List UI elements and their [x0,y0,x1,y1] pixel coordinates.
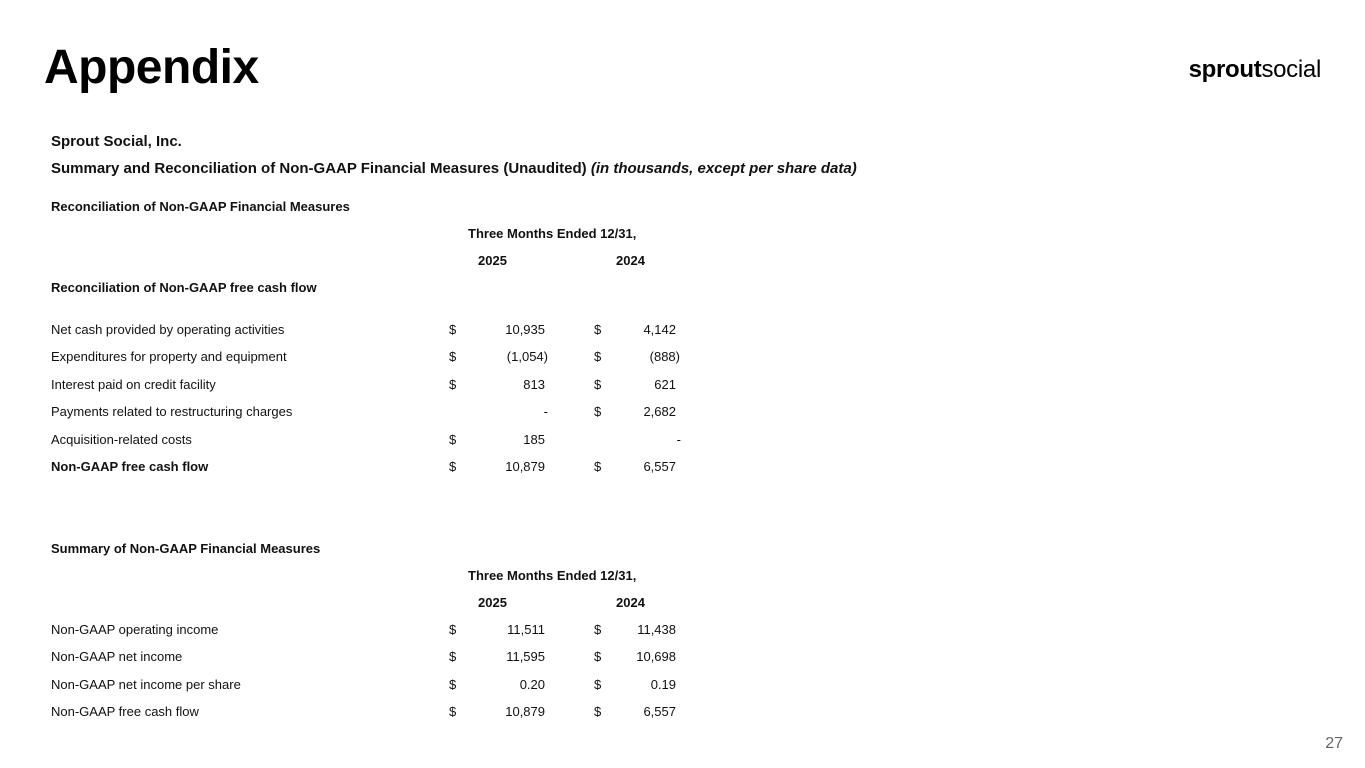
summary-year-2024: 2024 [616,595,645,610]
summary-period-header: Three Months Ended 12/31, [468,568,637,583]
value-2024: 621 [654,377,676,392]
page-number: 27 [1325,735,1343,752]
summary-section-title: Summary of Non-GAAP Financial Measures [51,541,321,556]
value-2025: 813 [523,377,545,392]
value-2024: 6,557 [643,459,676,474]
dollar-sign-2025: $ [449,677,457,692]
dollar-sign-2025: $ [449,704,457,719]
dollar-sign-2024: $ [594,649,602,664]
value-2025: (1,054) [506,349,548,364]
dollar-sign-2025: $ [449,622,457,637]
dollar-sign-2024: $ [594,622,602,637]
value-2024: 2,682 [643,404,676,419]
dollar-sign-2025: $ [449,377,457,392]
reconciliation-section-title: Reconciliation of Non-GAAP Financial Measures [51,199,350,214]
value-2024: - [676,432,681,447]
row-label: Non-GAAP free cash flow [51,459,209,474]
dollar-sign-2025: $ [449,349,457,364]
value-2025: - [543,404,548,419]
report-heading-main: Summary and Reconciliation of Non-GAAP Financial Measures (Unaudited) [51,160,587,177]
sprout-social-logo [1189,56,1321,84]
row-label: Non-GAAP net income [51,649,183,664]
reconciliation-year-2025: 2025 [478,253,507,268]
row-label: Expenditures for property and equipment [51,349,287,364]
reconciliation-period-header: Three Months Ended 12/31, [468,226,637,241]
page-title: Appendix [44,41,259,94]
value-2024: 10,698 [636,649,676,664]
report-heading [51,160,857,177]
row-label: Net cash provided by operating activities [51,322,285,337]
dollar-sign-2025: $ [449,459,457,474]
logo-light-text: social [1261,56,1321,83]
row-label: Payments related to restructuring charges [51,404,293,419]
row-label: Interest paid on credit facility [51,377,216,392]
company-name: Sprout Social, Inc. [51,133,182,150]
dollar-sign-2024: $ [594,704,602,719]
value-2025: 11,595 [506,649,545,664]
value-2025: 0.20 [519,677,545,692]
value-2025: 185 [523,432,545,447]
logo-bold-text: sprout [1188,56,1262,83]
value-2024: 6,557 [643,704,676,719]
dollar-sign-2024: $ [594,677,602,692]
row-label: Non-GAAP free cash flow [51,704,199,719]
value-2024: 11,438 [637,622,676,637]
row-label: Acquisition-related costs [51,432,192,447]
row-label: Non-GAAP net income per share [51,677,241,692]
reconciliation-year-2024: 2024 [616,253,645,268]
value-2025: 10,935 [505,322,545,337]
value-2025: 10,879 [505,704,545,719]
value-2024: 0.19 [650,677,676,692]
dollar-sign-2024: $ [594,377,602,392]
summary-year-2025: 2025 [478,595,507,610]
value-2025: 11,511 [507,622,545,637]
value-2024: 4,142 [643,322,676,337]
row-label: Non-GAAP operating income [51,622,219,637]
report-heading-note: (in thousands, except per share data) [590,160,857,177]
value-2025: 10,879 [505,459,545,474]
dollar-sign-2024: $ [594,459,602,474]
dollar-sign-2024: $ [594,404,602,419]
dollar-sign-2024: $ [594,349,602,364]
reconciliation-subsection-title: Reconciliation of Non-GAAP free cash flow [51,280,317,295]
dollar-sign-2024: $ [594,322,602,337]
dollar-sign-2025: $ [449,649,457,664]
dollar-sign-2025: $ [449,322,457,337]
value-2024: (888) [649,349,680,364]
dollar-sign-2025: $ [449,432,457,447]
